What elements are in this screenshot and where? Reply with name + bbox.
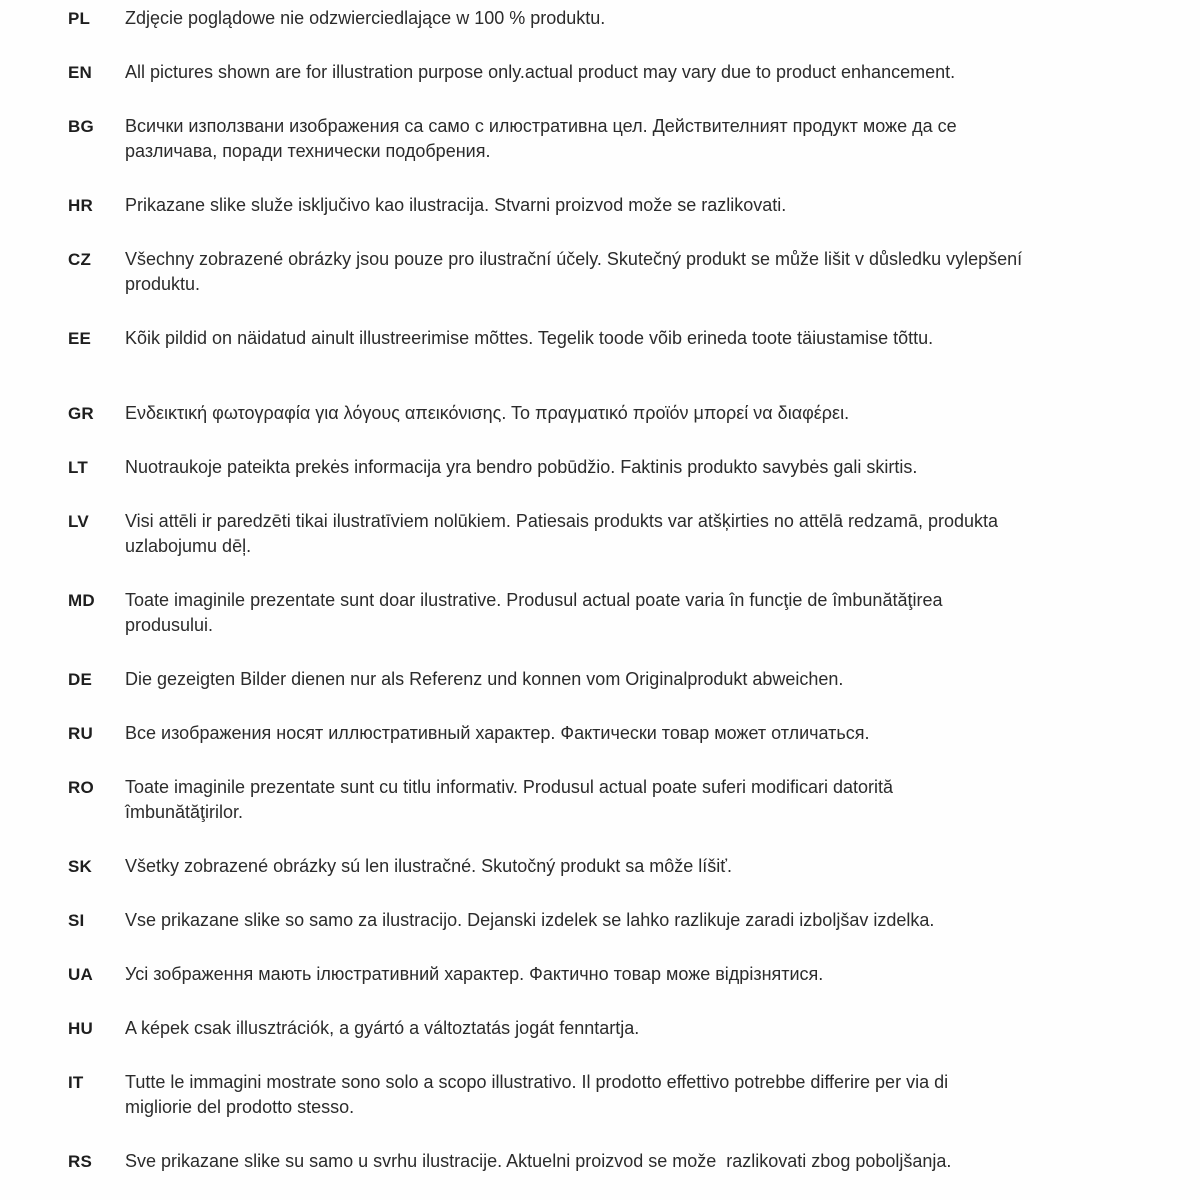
language-code: LV <box>68 512 89 531</box>
disclaimer-row-lv <box>68 509 1145 559</box>
language-code: HU <box>68 1019 93 1038</box>
text-line: Всички използвани изображения са само с илюстративна цел. Действителният продукт може да се <box>125 116 957 136</box>
text-line: uzlabojumu dēļ. <box>125 536 252 556</box>
language-code: RO <box>68 778 94 797</box>
language-code: BG <box>68 117 94 136</box>
language-code: CZ <box>68 250 92 269</box>
text-line: Sve prikazane slike su samo u svrhu ilustracije. Aktuelni proizvod se može razlikovati zbog poboljšanja. <box>125 1151 952 1171</box>
text-line: Všechny zobrazené obrázky jsou pouze pro ilustrační účely. Skutečný produkt se může lišit v důsledku vylepšení <box>125 249 1023 269</box>
language-code: GR <box>68 404 94 423</box>
disclaimer-row-hr <box>68 193 1145 218</box>
language-code: EE <box>68 329 92 348</box>
disclaimer-text <box>125 114 1145 164</box>
disclaimer-row-rs <box>68 1149 1145 1174</box>
disclaimer-text <box>125 6 1145 31</box>
text-line: produktu. <box>125 274 201 294</box>
language-code: SI <box>68 911 85 930</box>
disclaimer-text <box>125 60 1145 85</box>
disclaimer-row-cz <box>68 247 1145 297</box>
text-line: Nuotraukoje pateikta prekės informacija yra bendro pobūdžio. Faktinis produkto savybės gali skirtis. <box>125 457 918 477</box>
disclaimer-text <box>125 326 1145 351</box>
text-line: различава, поради технически подобрения. <box>125 141 491 161</box>
disclaimer-text <box>125 908 1145 933</box>
text-line: Ενδεικτική φωτογραφία για λόγους απεικόνισης. Το πραγματικό προϊόν μπορεί να διαφέρει. <box>125 403 850 423</box>
text-line: Zdjęcie poglądowe nie odzwierciedlające w 100 % produktu. <box>125 8 606 28</box>
text-line: Все изображения носят иллюстративный характер. Фактически товар может отличаться. <box>125 723 870 743</box>
language-code: LT <box>68 458 88 477</box>
disclaimer-row-hu <box>68 1016 1145 1041</box>
disclaimer-row-de <box>68 667 1145 692</box>
disclaimer-row-en <box>68 60 1145 85</box>
language-code: UA <box>68 965 93 984</box>
text-line: migliorie del prodotto stesso. <box>125 1097 355 1117</box>
language-code: MD <box>68 591 95 610</box>
disclaimer-row-lt <box>68 455 1145 480</box>
language-code: RU <box>68 724 93 743</box>
text-line: Všetky zobrazené obrázky sú len ilustračné. Skutočný produkt sa môže líšiť. <box>125 856 733 876</box>
text-line: Усі зображення мають ілюстративний характер. Фактично товар може відрізнятися. <box>125 964 824 984</box>
disclaimer-row-md <box>68 588 1145 638</box>
disclaimer-text <box>125 1070 1145 1120</box>
disclaimer-row-bg <box>68 114 1145 164</box>
text-line: Toate imaginile prezentate sunt cu titlu informativ. Produsul actual poate suferi modificari datorită <box>125 777 894 797</box>
disclaimer-text <box>125 1016 1145 1041</box>
disclaimer-text <box>125 588 1145 638</box>
language-code: EN <box>68 63 93 82</box>
language-code: HR <box>68 196 93 215</box>
disclaimer-row-ua <box>68 962 1145 987</box>
language-code: SK <box>68 857 93 876</box>
disclaimer-text <box>125 721 1145 746</box>
text-line: Vse prikazane slike so samo za ilustracijo. Dejanski izdelek se lahko razlikuje zaradi izboljšav izdelka. <box>125 910 935 930</box>
disclaimer-row-si <box>68 908 1145 933</box>
text-line: îmbunătăţirilor. <box>125 802 244 822</box>
disclaimer-text <box>125 667 1145 692</box>
disclaimer-row-ro <box>68 775 1145 825</box>
text-line: Die gezeigten Bilder dienen nur als Referenz und konnen vom Originalprodukt abweichen. <box>125 669 844 689</box>
disclaimer-text <box>125 854 1145 879</box>
text-line: Kõik pildid on näidatud ainult illustreerimise mõttes. Tegelik toode võib erineda toote täiustamise tõttu. <box>125 328 934 348</box>
disclaimer-row-gr <box>68 401 1145 426</box>
text-line: All pictures shown are for illustration purpose only.actual product may vary due to product enhancement. <box>125 62 956 82</box>
disclaimer-row-ee <box>68 326 1145 351</box>
disclaimer-list <box>68 6 1145 1174</box>
disclaimer-row-ru <box>68 721 1145 746</box>
disclaimer-text <box>125 193 1145 218</box>
language-code: IT <box>68 1073 84 1092</box>
text-line: produsului. <box>125 615 214 635</box>
disclaimer-text <box>125 1149 1145 1174</box>
language-code: DE <box>68 670 93 689</box>
text-line: Tutte le immagini mostrate sono solo a scopo illustrativo. Il prodotto effettivo potrebbe differire per via di <box>125 1072 949 1092</box>
disclaimer-text <box>125 455 1145 480</box>
disclaimer-text <box>125 401 1145 426</box>
text-line: A képek csak illusztrációk, a gyártó a változtatás jogát fenntartja. <box>125 1018 640 1038</box>
disclaimer-text <box>125 962 1145 987</box>
disclaimer-text <box>125 509 1145 559</box>
text-line: Visi attēli ir paredzēti tikai ilustratīviem nolūkiem. Patiesais produkts var atšķirties no attēlā redzamā, produkta <box>125 511 999 531</box>
text-line: Toate imaginile prezentate sunt doar ilustrative. Produsul actual poate varia în funcţie de îmbunătăţirea <box>125 590 943 610</box>
disclaimer-text <box>125 247 1145 297</box>
disclaimer-row-pl <box>68 6 1145 31</box>
language-code: RS <box>68 1152 93 1171</box>
text-line: Prikazane slike služe isključivo kao ilustracija. Stvarni proizvod može se razlikovati. <box>125 195 787 215</box>
language-code: PL <box>68 9 91 28</box>
disclaimer-row-sk <box>68 854 1145 879</box>
disclaimer-row-it <box>68 1070 1145 1120</box>
disclaimer-text <box>125 775 1145 825</box>
